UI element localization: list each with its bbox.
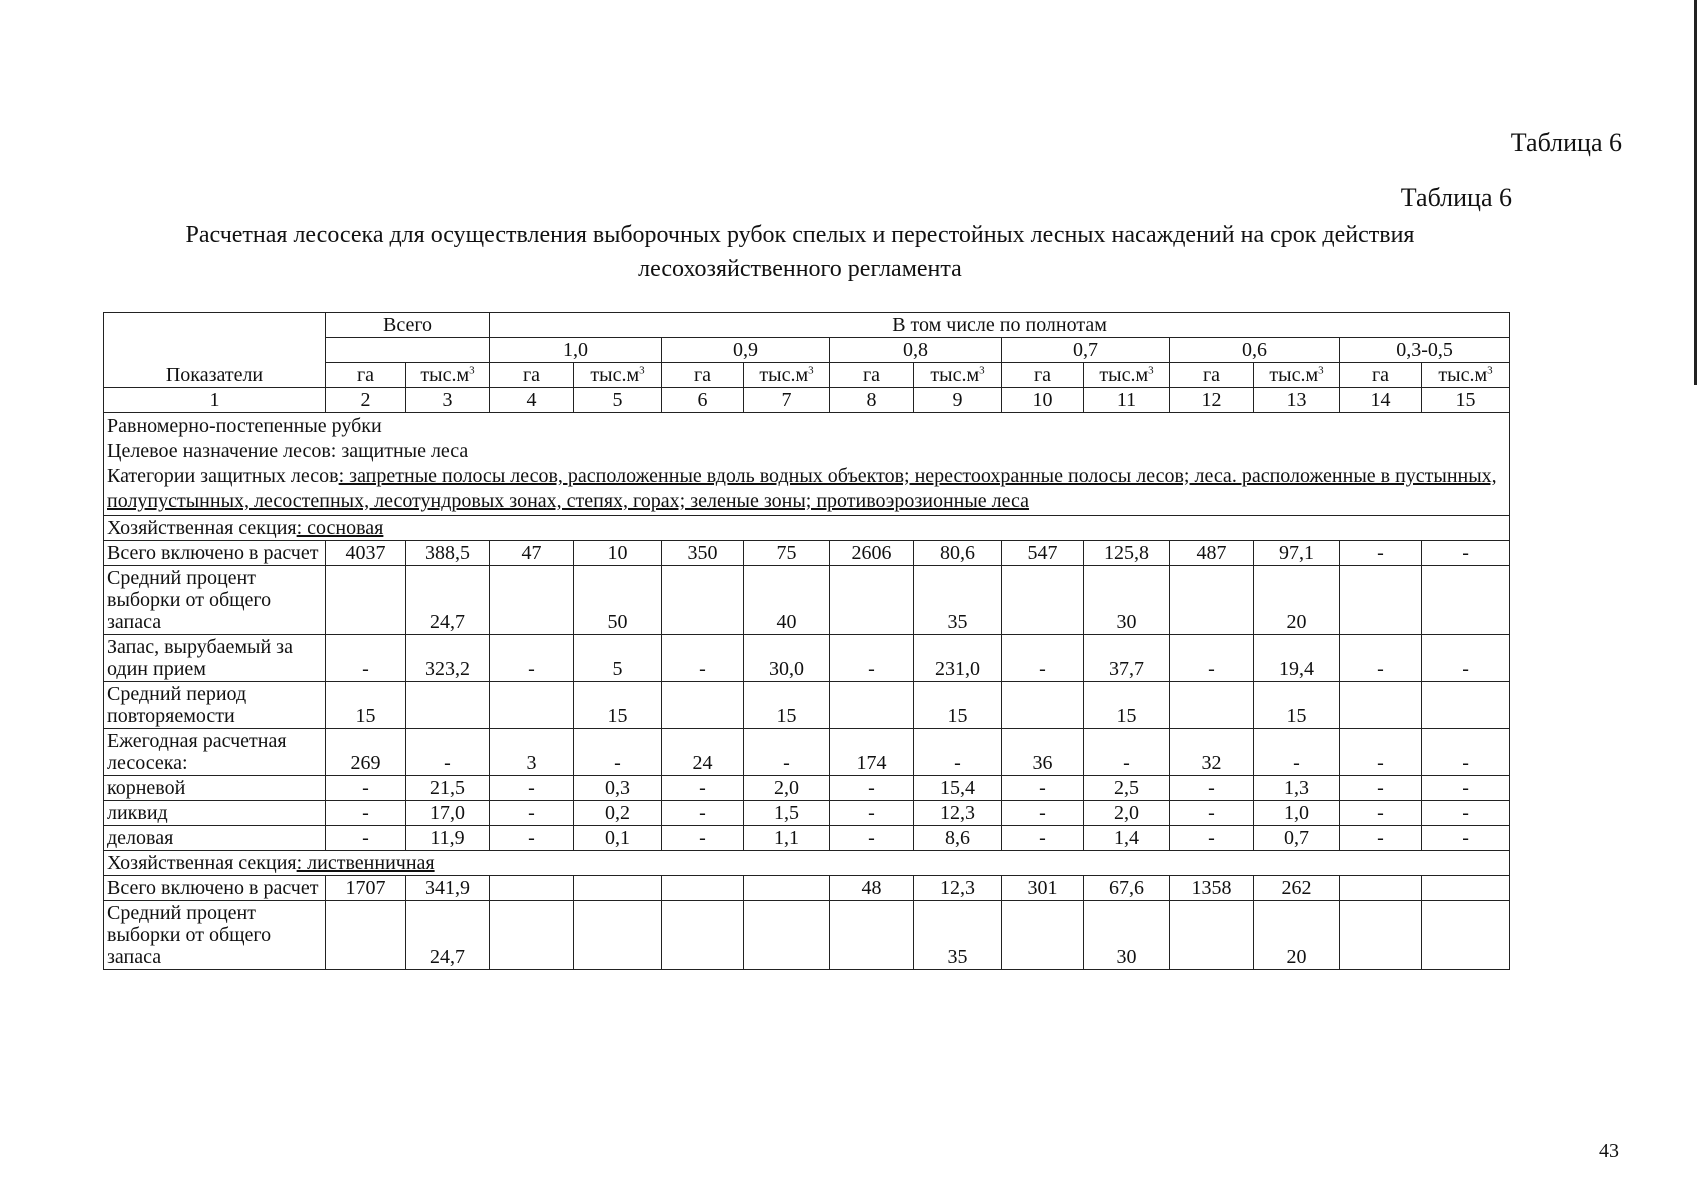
cutting-type: Равномерно-постепенные рубки — [107, 415, 382, 437]
table-cell — [490, 876, 574, 901]
table-row — [104, 776, 1510, 801]
table-cell — [1002, 566, 1084, 635]
header-unit-ha: га — [662, 363, 744, 388]
table-cell: 2,0 — [1084, 801, 1170, 826]
table-cell: - — [830, 826, 914, 851]
table-cell — [326, 901, 406, 970]
table-cell: 174 — [830, 729, 914, 776]
table-cell — [1340, 682, 1422, 729]
table-cell: 50 — [574, 566, 662, 635]
table-cell — [1422, 566, 1510, 635]
table-cell: - — [1170, 776, 1254, 801]
table-cell — [830, 566, 914, 635]
header-by-density: В том числе по полнотам — [490, 313, 1510, 338]
table-cell: 11,9 — [406, 826, 490, 851]
column-number: 6 — [662, 388, 744, 413]
table-cell: 35 — [914, 566, 1002, 635]
table-cell: - — [1002, 635, 1084, 682]
table-cell: 388,5 — [406, 541, 490, 566]
table-cell: - — [326, 635, 406, 682]
row-label: деловая — [104, 826, 326, 851]
table-row — [104, 876, 1510, 901]
table-cell: 15 — [574, 682, 662, 729]
header-row-1 — [104, 313, 1510, 338]
table-cell: 10 — [574, 541, 662, 566]
row-label: Ежегодная расчетная лесосека: — [104, 729, 326, 776]
header-unit-volume: $тыс.м^3$ — [914, 363, 1002, 388]
table-number-label: Таблица 6 — [1510, 128, 1622, 157]
table-cell — [574, 876, 662, 901]
table-cell — [662, 566, 744, 635]
page-number: 43 — [1599, 1140, 1619, 1162]
row-label: ликвид — [104, 801, 326, 826]
table-cell: - — [1084, 729, 1170, 776]
table-cell: 547 — [1002, 541, 1084, 566]
table-cell: 30 — [1084, 901, 1170, 970]
table-cell: 231,0 — [914, 635, 1002, 682]
table-cell: 1,3 — [1254, 776, 1340, 801]
table-cell: - — [1340, 801, 1422, 826]
column-number: 15 — [1422, 388, 1510, 413]
table-cell: 487 — [1170, 541, 1254, 566]
header-density-6: 0,3-0,5 — [1340, 338, 1510, 363]
table-cell — [1170, 901, 1254, 970]
header-unit-volume: $тыс.м^3$ — [1254, 363, 1340, 388]
table-row — [104, 826, 1510, 851]
table-cell: 15 — [326, 682, 406, 729]
row-label: Всего включено в расчет — [104, 876, 326, 901]
table-title: Расчетная лесосека для осуществления выборочных рубок спелых и перестойных лесных насаждений на срок действия лесохозяйственного регламента — [185, 222, 1415, 282]
column-number: 10 — [1002, 388, 1084, 413]
table-cell: 20 — [1254, 901, 1340, 970]
table-cell: 0,1 — [574, 826, 662, 851]
table-cell: - — [662, 801, 744, 826]
table-cell — [744, 876, 830, 901]
table-cell: 19,4 — [1254, 635, 1340, 682]
header-density-5: 0,6 — [1170, 338, 1340, 363]
protective-categories: Категории защитных лесов: запретные полосы лесов, расположенные вдоль водных объектов; нерестоохранные полосы лесов; леса. расположенные в пустынных, полупустынных, лесостепных, лесотундровых зонах, степях, горах; зеленые зоны; противоэрозионные леса — [107, 465, 1497, 512]
table-cell: 47 — [490, 541, 574, 566]
table-row — [104, 566, 1510, 635]
table-cell: - — [490, 801, 574, 826]
table-cell: 32 — [1170, 729, 1254, 776]
table-cell: - — [1170, 635, 1254, 682]
table-cell: 2,5 — [1084, 776, 1170, 801]
section-title: Хозяйственная секция: лиственничная — [104, 851, 1510, 876]
table-cell: 8,6 — [914, 826, 1002, 851]
table-cell — [1340, 901, 1422, 970]
table-cell: 12,3 — [914, 876, 1002, 901]
table-cell: 0,7 — [1254, 826, 1340, 851]
table-cell: 1,5 — [744, 801, 830, 826]
table-cell: - — [574, 729, 662, 776]
table-cell: 3 — [490, 729, 574, 776]
table-cell: 0,2 — [574, 801, 662, 826]
column-number: 12 — [1170, 388, 1254, 413]
table-row — [104, 729, 1510, 776]
table-cell: - — [1002, 801, 1084, 826]
table-cell — [662, 682, 744, 729]
table-cell — [1422, 876, 1510, 901]
allowable-cut-table — [103, 312, 1510, 970]
table-cell: - — [830, 801, 914, 826]
header-unit-ha: га — [830, 363, 914, 388]
table-cell: 2,0 — [744, 776, 830, 801]
table-cell: - — [1340, 729, 1422, 776]
table-cell: 24 — [662, 729, 744, 776]
table-cell — [1170, 682, 1254, 729]
table-cell: 0,3 — [574, 776, 662, 801]
table-cell: - — [490, 776, 574, 801]
table-cell: 67,6 — [1084, 876, 1170, 901]
table-cell: - — [1340, 541, 1422, 566]
table-cell: 1,0 — [1254, 801, 1340, 826]
table-cell — [1002, 682, 1084, 729]
table-cell: 4037 — [326, 541, 406, 566]
table-cell: - — [1170, 826, 1254, 851]
section-info-row — [104, 413, 1510, 516]
table-cell — [490, 682, 574, 729]
table-cell — [662, 901, 744, 970]
table-cell: 97,1 — [1254, 541, 1340, 566]
table-cell: 35 — [914, 901, 1002, 970]
table-cell — [490, 566, 574, 635]
table-cell: - — [830, 776, 914, 801]
section-header-row — [104, 516, 1510, 541]
table-cell — [406, 682, 490, 729]
table-cell: - — [662, 776, 744, 801]
header-unit-ha: га — [1002, 363, 1084, 388]
table-cell: - — [1340, 635, 1422, 682]
header-unit-volume: $тыс.м^3$ — [744, 363, 830, 388]
table-cell: - — [1422, 541, 1510, 566]
table-cell: - — [1422, 635, 1510, 682]
section-header-row — [104, 851, 1510, 876]
section-info — [104, 413, 1510, 516]
section-title: Хозяйственная секция: сосновая — [104, 516, 1510, 541]
row-label: корневой — [104, 776, 326, 801]
table-cell: 15 — [1254, 682, 1340, 729]
table-cell: 1707 — [326, 876, 406, 901]
table-row — [104, 635, 1510, 682]
table-cell: 350 — [662, 541, 744, 566]
table-cell: - — [1170, 801, 1254, 826]
column-number: 14 — [1340, 388, 1422, 413]
table-cell: - — [662, 635, 744, 682]
table-cell: - — [914, 729, 1002, 776]
column-number: 7 — [744, 388, 830, 413]
table-cell: - — [1340, 776, 1422, 801]
table-cell: 1,1 — [744, 826, 830, 851]
table-cell: 37,7 — [1084, 635, 1170, 682]
column-number: 9 — [914, 388, 1002, 413]
table-cell: - — [744, 729, 830, 776]
table-cell — [1002, 901, 1084, 970]
column-number: 13 — [1254, 388, 1340, 413]
table-cell — [574, 901, 662, 970]
table-cell: 1358 — [1170, 876, 1254, 901]
column-number: 5 — [574, 388, 662, 413]
table-cell: 30,0 — [744, 635, 830, 682]
header-total: Всего — [326, 313, 490, 338]
header-unit-volume: $тыс.м^3$ — [1084, 363, 1170, 388]
table-cell: 15 — [744, 682, 830, 729]
table-cell: 48 — [830, 876, 914, 901]
table-cell — [830, 901, 914, 970]
header-unit-volume: $тыс.м^3$ — [574, 363, 662, 388]
table-cell — [1422, 682, 1510, 729]
table-cell: 1,4 — [1084, 826, 1170, 851]
table-cell: 341,9 — [406, 876, 490, 901]
table-cell: - — [662, 826, 744, 851]
table-row — [104, 901, 1510, 970]
column-number: 11 — [1084, 388, 1170, 413]
header-unit-ha: га — [1170, 363, 1254, 388]
table-number-label-secondary: Таблица 6 — [1400, 183, 1512, 212]
table-cell — [1170, 566, 1254, 635]
header-unit-ha: га — [1340, 363, 1422, 388]
table-cell: 15 — [1084, 682, 1170, 729]
table-cell: - — [490, 826, 574, 851]
table-cell — [662, 876, 744, 901]
table-cell: 40 — [744, 566, 830, 635]
header-unit-volume: $тыс.м^3$ — [406, 363, 490, 388]
table-cell: 5 — [574, 635, 662, 682]
table-cell — [830, 682, 914, 729]
table-cell: 30 — [1084, 566, 1170, 635]
header-row-column-numbers — [104, 388, 1510, 413]
table-cell: - — [1340, 826, 1422, 851]
table-cell — [326, 566, 406, 635]
column-number: 3 — [406, 388, 490, 413]
table-row — [104, 541, 1510, 566]
table-cell: - — [1422, 729, 1510, 776]
table-body — [104, 313, 1510, 970]
table-cell: 80,6 — [914, 541, 1002, 566]
table-cell: - — [326, 801, 406, 826]
header-total-spacer — [326, 338, 490, 363]
table-cell: - — [1422, 801, 1510, 826]
row-label: Запас, вырубаемый за один прием — [104, 635, 326, 682]
table-cell: 17,0 — [406, 801, 490, 826]
table-cell: 2606 — [830, 541, 914, 566]
table-cell — [1422, 901, 1510, 970]
table-row — [104, 682, 1510, 729]
header-density-3: 0,8 — [830, 338, 1002, 363]
table-cell — [744, 901, 830, 970]
table-cell: 15,4 — [914, 776, 1002, 801]
row-label: Всего включено в расчет — [104, 541, 326, 566]
table-row — [104, 801, 1510, 826]
table-cell: - — [406, 729, 490, 776]
table-cell: - — [1002, 776, 1084, 801]
table-cell: 24,7 — [406, 566, 490, 635]
forest-purpose: Целевое назначение лесов: защитные леса — [107, 440, 469, 462]
column-number: 4 — [490, 388, 574, 413]
row-label: Средний процент выборки от общего запаса — [104, 901, 326, 970]
header-density-4: 0,7 — [1002, 338, 1170, 363]
table-cell: - — [830, 635, 914, 682]
row-label: Средний процент выборки от общего запаса — [104, 566, 326, 635]
column-number: 2 — [326, 388, 406, 413]
table-cell — [1340, 566, 1422, 635]
table-cell — [1340, 876, 1422, 901]
header-unit-ha: га — [326, 363, 406, 388]
row-label: Средний период повторяемости — [104, 682, 326, 729]
column-number: 8 — [830, 388, 914, 413]
header-density-2: 0,9 — [662, 338, 830, 363]
column-number: 1 — [104, 388, 326, 413]
table-cell: - — [326, 826, 406, 851]
table-cell: 36 — [1002, 729, 1084, 776]
table-cell: - — [1422, 776, 1510, 801]
table-cell: 20 — [1254, 566, 1340, 635]
table-cell: - — [1002, 826, 1084, 851]
table-cell: - — [490, 635, 574, 682]
header-unit-ha: га — [490, 363, 574, 388]
table-cell: 301 — [1002, 876, 1084, 901]
table-cell: 75 — [744, 541, 830, 566]
table-cell: - — [1422, 826, 1510, 851]
table-cell: 269 — [326, 729, 406, 776]
header-indicators: Показатели — [104, 313, 326, 388]
table-cell: 21,5 — [406, 776, 490, 801]
header-unit-volume: $тыс.м^3$ — [1422, 363, 1510, 388]
table-cell: 24,7 — [406, 901, 490, 970]
table-cell — [490, 901, 574, 970]
table-cell: 12,3 — [914, 801, 1002, 826]
table-cell: 15 — [914, 682, 1002, 729]
table-cell: 125,8 — [1084, 541, 1170, 566]
table-cell: 323,2 — [406, 635, 490, 682]
table-cell: - — [1254, 729, 1340, 776]
table-cell: - — [326, 776, 406, 801]
table-cell: 262 — [1254, 876, 1340, 901]
header-density-1: 1,0 — [490, 338, 662, 363]
